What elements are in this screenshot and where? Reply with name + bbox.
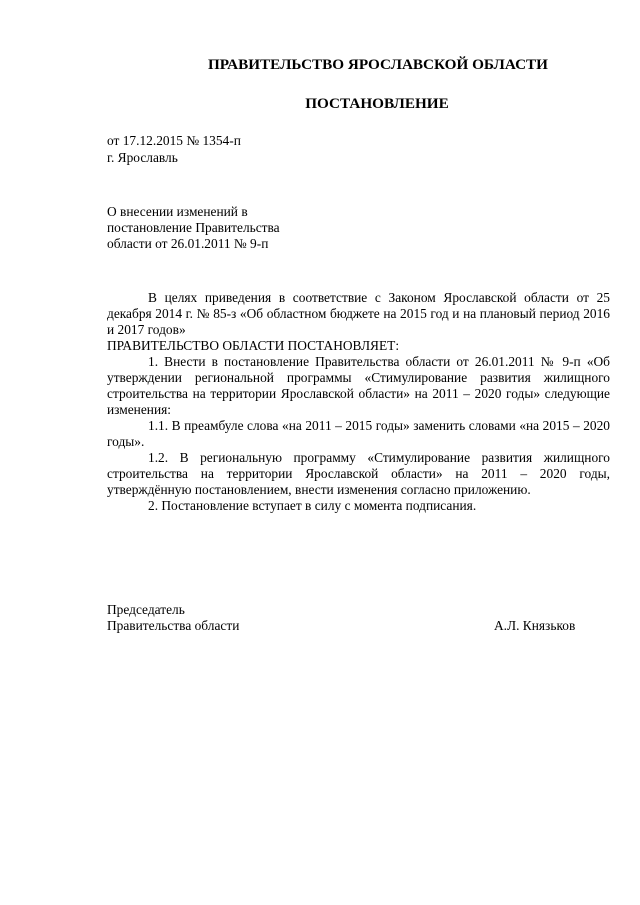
item-2: 2. Постановление вступает в силу с момента подписания. xyxy=(148,498,477,513)
document-type-heading: ПОСТАНОВЛЕНИЕ xyxy=(305,95,449,112)
item-1-2: 1.2. В региональную программу «Стимулирование развития жилищного строительства на территории Ярославской области» на 2011 – 2020 годы, утверждённую постановлением, внести изменения согласно приложению. xyxy=(107,450,610,497)
document-body xyxy=(107,290,610,514)
city: г. Ярославль xyxy=(107,150,178,165)
subject-line: постановление Правительства xyxy=(107,220,280,235)
signature-position-line: Правительства области xyxy=(107,618,240,633)
preamble-paragraph: В целях приведения в соответствие с Законом Ярославской области от 25 декабря 2014 г. № 85-з «Об областном бюджете на 2015 год и на плановый период 2016 и 2017 годов» xyxy=(107,290,610,337)
document-subject xyxy=(107,204,280,252)
signature-position-line: Председатель xyxy=(107,602,185,617)
item-1-1: 1.1. В преамбуле слова «на 2011 – 2015 годы» заменить словами «на 2015 – 2020 годы». xyxy=(107,418,610,449)
item-1: 1. Внести в постановление Правительства области от 26.01.2011 № 9-п «Об утверждении региональной программы «Стимулирование развития жилищного строительства на территории Ярославской области» на 2011 – 2020 годы» следующие изменения: xyxy=(107,354,610,417)
signature-position xyxy=(107,602,239,634)
government-heading: ПРАВИТЕЛЬСТВО ЯРОСЛАВСКОЙ ОБЛАСТИ xyxy=(207,56,549,73)
subject-line: области от 26.01.2011 № 9-п xyxy=(107,236,269,251)
subject-line: О внесении изменений в xyxy=(107,204,248,219)
decree-line: ПРАВИТЕЛЬСТВО ОБЛАСТИ ПОСТАНОВЛЯЕТ: xyxy=(107,338,400,353)
signer-name: А.Л. Князьков xyxy=(494,618,576,633)
date-and-number: от 17.12.2015 № 1354-п xyxy=(107,133,241,148)
